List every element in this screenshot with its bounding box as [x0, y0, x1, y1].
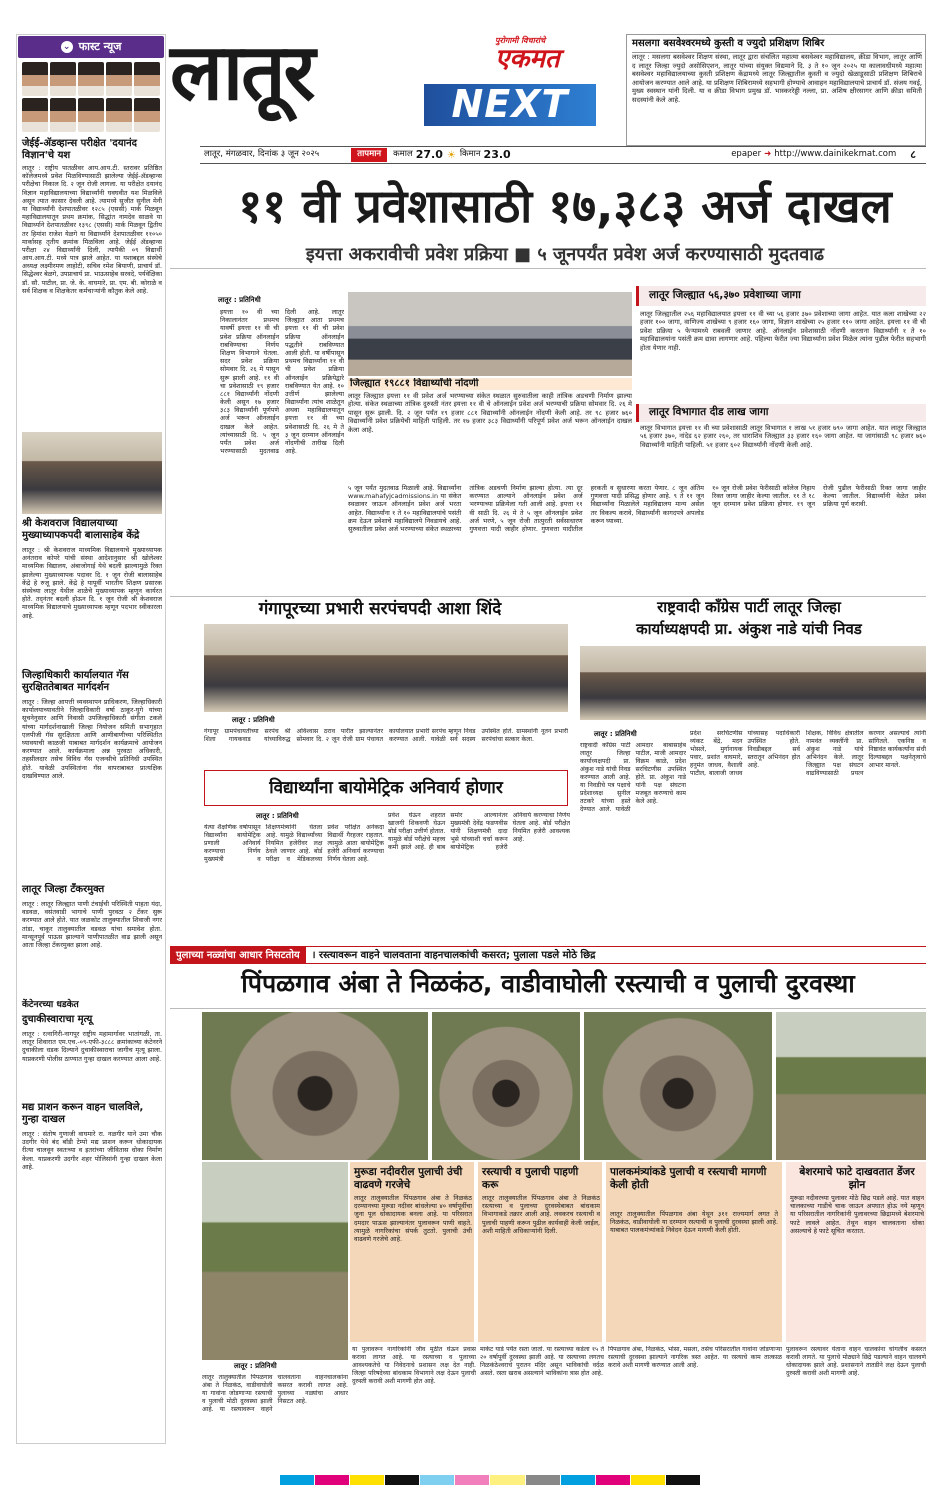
sidebar-story-5-body: लातूर : रत्नागिरी-नागपूर राष्ट्रीय महामार्गावर भातांगळी, ता. लातूर शिवारात एम.एच.-०९-एफी-३८८८ क्रमांकाच्या कंटेनरने दुचाकीला धडक दिल्याने दुचाकीस्वाराचा जागीच मृत्यू झाला. याप्रकरणी पोलीस ठाण्यात गुन्हा दाखल करण्यात आला आहे.: [22, 1030, 162, 1063]
gangapur-byline: लातूर : प्रतिनिधी: [232, 716, 275, 724]
road-body-3: मार्केट यार्ड पर्यंत रस्ता जातो. या रस्त्याच्या कडेला १५ ते २० वर्षापूर्वी दुरवस्था झाली आहे. या रस्त्याच्या लगतच निळकंठेश्वराचे पुरातन मंदिर असून भाविकांची वर्दळ असते. रस्ता खराब असल्याने भाविकांना त्रास होत आहे.: [480, 1346, 604, 1377]
biometric-headline: विद्यार्थ्यांना बायोमेट्रिक अनिवार्य होणार: [204, 770, 568, 806]
sidebar-story-4-body: लातूर : लातूर जिल्ह्यात पाणी टंचाईची परिस्थिती पाहता यंदा, वडवळ, वसंतवाडी भागाचे पाणी पुरवठा २ टँकर सुरू करण्यात आले होते. यात जळकोट तालुक्यातील शिवाजी नगर तांडा, चाकूर तालुक्यातील वडवळ यांचा समावेश होता. मान्सूनपूर्व पाऊस झाल्याने पाणीपातळीत वाढ झाली असून आता जिल्हा टँकरमुक्त झाला आहे.: [22, 900, 162, 949]
student-photo: [134, 62, 160, 96]
dateline-bar: [200, 146, 926, 164]
gangapur-headline: गंगापूरच्या प्रभारी सरपंचपदी आशा शिंदे: [258, 599, 502, 619]
road-box-4-title: बेशरमाचे फाटे दाखवतात डेंजर झोन: [799, 1166, 915, 1192]
ncp-body-3: शिक्षक, विविध क्षेत्रातील नामवंत व्यक्तींनी प्रा. अंकुश नाडे यांचे अभिनंदन केले. लातूर जिल्ह्यात पक्ष संघटन वाढविण्यासाठी प्रयत्न करणार असल्याचे त्यांनी सांगितले. एकनिष्ठ व निष्ठावंत कार्यकर्त्यांना संधी दिल्याबद्दल पक्षनेतृत्वाचे आभार मानले.: [806, 730, 926, 777]
masthead-brand-logo: एकमत: [495, 44, 560, 74]
divider: [170, 596, 926, 597]
min-temp-label: किमान: [459, 149, 481, 160]
gangapur-photo: [204, 624, 568, 712]
ncp-headline-1: राष्ट्रवादी काँग्रेस पार्टी लातूर जिल्हा: [657, 598, 841, 616]
road-body-4: पिंपळगाव अंबा, निळकंठ, भोसा, मसला, तसेच परिसरातील गावांना जोडणाऱ्या रस्त्याची दुरवस्था झाल्याने नागरिक त्रस्त आहेत. या रस्त्याचे काम तात्काळ करावे अशी मागणी करण्यात आली आहे.: [608, 1346, 782, 1369]
road-photo-2: [432, 1012, 580, 1160]
lead-headline: ११ वी प्रवेशासाठी १७,३८३ अर्ज दाखल: [238, 179, 892, 233]
student-photo: [50, 98, 76, 132]
fast-news-label: फास्ट न्यूज: [78, 39, 122, 53]
road-photo-1: [202, 1012, 428, 1160]
road-kicker-tag: पुलाच्या नळ्यांचा आधार निसटतोय: [170, 947, 306, 964]
road-box-1-body: लातूर तालुक्यातील पिंपळगाव अंबा ते निळकंठ दरम्यानच्या मुरूडा नदीवर बांधलेल्या ४० वर्षापूर्वीचा जुना पूल धोकादायक बनला आहे. या परिसरात दमदार पाऊस झाल्यानंतर पुलावरून पाणी वाहते. त्यामुळे नागरिकांचा संपर्क तुटतो. पुलाची उंची वाढवणे गरजेचे आहे.: [354, 1194, 472, 1243]
ncp-byline: लातूर : प्रतिनिधी: [594, 730, 637, 738]
student-photo: [50, 62, 76, 96]
road-box-2-title: रस्त्याची व पुलाची पाहणी करू: [482, 1166, 579, 1192]
chevron-down-icon: ⌄: [61, 41, 73, 53]
road-headline: पिंपळगाव अंबा ते निळकंठ, वाडीवाघोली रस्त्याची व पुलाची दुरवस्था: [241, 969, 855, 998]
student-photo: [106, 62, 132, 96]
student-photo: [22, 98, 48, 132]
road-kicker-bar: [170, 946, 926, 964]
sidebar-story-3-body: लातूर : जिल्हा आपत्ती व्यवस्थापन प्राधिकरण, जिल्हाधिकारी कार्यालयाच्यावतीने जिल्हाधिकारी वर्षा ठाकूर-घुगे यांच्या सूचनेनुसार आणि निवासी उपजिल्हाधिकारी संगीता टकले यांच्या मार्गदर्शनाखाली जिल्हा नियोजन समिती सभागृहात एलपीजी गॅस सुरक्षितता आणि आणीबाणीच्या परिस्थितीत घ्यावयाची काळजी याबाबत मार्गदर्शन कार्यक्रमाचे आयोजन करण्यात आले. कार्यक्रमाला अन्न पुरवठा अधिकारी, तहसीलदार तसेच विविध गॅस एजन्सीचे प्रतिनिधी उपस्थित होते. यावेळी उपस्थितांना गॅस वापराबाबत प्रात्यक्षिक दाखविण्यात आले.: [22, 698, 162, 780]
max-temp-value: 27.0: [415, 147, 443, 161]
top-box-title: मसलगा बसवेश्वरमध्ये कुस्ती व ज्युदो प्रशिक्षण शिबिर: [632, 37, 922, 53]
ncp-photo: [580, 646, 926, 720]
division-seats-body: लातूर विभागात इयत्ता ११ वी च्या प्रवेशासाठी लातूर विभागात १ लाख ५१ हजार ७९० जागा आहेत. यात लातूर जिल्ह्यात ५६ हजार ३७०, नांदेड ६२ हजार २६०, तर धाराशिव जिल्ह्यात ३३ हजार १६० जागा आहेत. या जागांसाठी ९८ हजार ७६० विद्यार्थ्यांनी माहिती पाहिली. ५१ हजार ६०२ विद्यार्थ्यांनी नोंदणी केली आहे.: [640, 424, 926, 449]
top-box-body: लातूर : मसलगा बसवेश्वर शिक्षण संस्था, लातूर द्वारा संचलित महात्मा बसवेश्वर महाविद्यालय, क्रीडा विभाग, लातूर आणि द लातूर जिल्हा ज्युदो असोसिएशन, लातूर यांच्या संयुक्त विद्यमाने दि. ३ ते १० जून २०२५ या कालावधीमध्ये महात्मा बसवेश्वर महाविद्यालयाच्या कुस्ती प्रशिक्षण केंद्रामध्ये लातूर जिल्ह्यातील कुस्ती व ज्युदो खेळाडूसाठी प्रशिक्षण शिबिराचे आयोजन करण्यात आले आहे. या प्रशिक्षण शिबिरामध्ये सहभागी होण्याचे आवाहन महाविद्यालयाचे प्राचार्य डॉ. संजय गवई, मुख्य स्वस्थान यांनी दिली. या व क्रीडा विभाग प्रमुख डॉ. भास्कररेड्डी नल्ला, प्रा. अशिष क्षीरसागर आणि क्रीडा समिती सदस्यांनी केले आहे.: [632, 53, 922, 104]
ncp-headline-2: कार्याध्यक्षपदी प्रा. अंकुश नाडे यांची निवड: [636, 620, 862, 638]
sidebar-story-4-title: लातूर जिल्हा टँकरमुक्त: [22, 884, 105, 895]
fast-news-header: [18, 36, 164, 58]
epaper-label: epaper: [731, 149, 762, 160]
sidebar-story-5-kicker: केंटेनरच्या धडकेत: [22, 1000, 79, 1010]
masthead-title: लातूर: [170, 28, 314, 118]
arrow-icon: ➜: [764, 149, 772, 160]
sidebar-story-1-body: लातूर : राष्ट्रीय पातळीवर आय.आय.टी. स्तरावर प्रतिष्ठित कॉलेजमध्ये प्रवेश मिळविण्यासाठी झालेल्या जेईई-ॲडव्हान्स परीक्षेचा निकाल दि. २ जून रोजी लागला. या परीक्षेत दयानंद विज्ञान महाविद्यालयाच्या विद्यार्थ्यांनी घवघवीत यश मिळविले असून त्यात कासार देवली आहे. त्यामध्ये सुजीत सुनील मेनी या विद्यार्थ्यांनी देशपातळीवर १२८५ (एससी) मार्क मिळवून महाविद्यालयातून प्रथम क्रमांक, सिद्धांत नामदेव साळवे या विद्यार्थ्याने देशपातळीवर १३९८ (एससी) मार्क मिळवून द्वितीय तर हिमांश राजेश येळगे या विद्यार्थ्यांने देशपातळीवर ११०५० मार्कासह तृतीय क्रमांक मिळविला आहे. जेईई ॲडव्हान्स परीक्षा २४ विद्यार्थ्यांनी दिली, त्यापैकी ०९ विद्यार्थी आय.आय.टी. मध्ये पात्र झाले आहेत. या यशाबद्दल संस्थेचे अध्यक्ष लक्ष्मीरमण लाहोटी, सचिव रमेश बियाणी, प्राचार्य डॉ. सिद्धेश्वर बेळगे, उपप्राचार्य प्रा. भाऊसाहेब सरवदे, पर्यवेक्षिका डॉ. सौ. पाटील, प्रा. जे. के. वाघमारे, प्रा. एम. बी. कोराळे व सर्व शिक्षक व शिक्षकेतर कर्मचाऱ्यांनी कौतुक केले आहे.: [22, 164, 162, 295]
sidebar-story-6-body: लातूर : संतोष गुणाजी वाघमारे रा. नळगीर याने उमा चौक उदगीर येथे बंद बॉडी टेम्पो मद्य प्राशन करून धोकादायक रीत्या चालवून स्वतःच्या व इतरांच्या जीवितास धोका निर्माण केला. याप्रकरणी उदगीर शहर पोलिसांनी गुन्हा दाखल केला आहे.: [22, 1130, 162, 1171]
road-kicker-text: । रस्त्यावरून वाहने चालवताना वाहनचालकांची कसरत; पुलाला पडले मोठे छिद्र: [311, 949, 596, 961]
masthead-next-logo: NEXT: [424, 84, 596, 126]
division-seats-title: लातूर विभागात दीड लाख जागा: [636, 404, 926, 422]
lead-caption-text: लातूर जिल्ह्यात इयत्ता ११ वी प्रवेश अर्ज भरण्याच्या संकेत स्थळात सुरुवातीला काही तांत्रिक अडचणी निर्माण झाल्या होत्या. संकेत स्थळाच्या तांत्रिक दुरुस्ती नंतर इयत्ता ११ वी चे ऑनलाईन प्रवेश अर्ज भरण्याची प्रक्रिया सोमवार दि. २६ मे पासून सुरू झाली. दि. २ जून पर्यंत १९ हजार ८८१ विद्यार्थ्यांनी ऑनलाईन नोंदणी केली आहे. तर ९८ हजार ७६० विद्यार्थ्यांनी प्रवेश प्रक्रियेची माहिती पाहिली. तर १७ हजार ३८३ विद्यार्थ्यांनी परिपूर्ण प्रवेश अर्ज भरून ऑनलाईन दाखल केला आहे.: [348, 392, 632, 434]
biometric-byline: लातूर : प्रतिनिधी: [256, 812, 299, 820]
sidebar-story-2-photo: [22, 432, 162, 514]
student-photos: [22, 62, 162, 132]
lead-body-col3: १० जून रोजी प्रवेश फेरीसाठी कॉलेज निहाय रिक्त जागा जाहीर केल्या जातील. ११ ते १८ जून दरम्यान प्रवेश प्रक्रिया होणार. १९ जून रोजी पुढील फेरीसाठी रिक्त जागा जाहीर केल्या जातील. विद्यार्थ्यांनी वेळेत प्रवेश प्रक्रिया पूर्ण करावी.: [712, 484, 926, 509]
lead-subhead: इयत्ता अकरावीची प्रवेश प्रक्रिया ■ ५ जूनपर्यंत प्रवेश अर्ज करण्यासाठी मुदतवाढ: [305, 244, 825, 265]
student-photo: [22, 62, 48, 96]
website-link[interactable]: http://www.dainikekmat.com: [774, 149, 897, 160]
gangapur-body: गंगापूर ग्रामपंचायतीच्या सरपंच श्री शिला गायकवाड यांच्याविरुद्ध अविश्वास ठराव पारीत झाल्यानंतर सोमवार दि. २ जून रोजी ग्राम पंचायत कार्यालयात प्रभारी सरपंच म्हणून निवड करण्यात आली. यावेळी सर्व सदस्य उपस्थित होते. ग्रामस्थांनी नूतन प्रभारी सरपंचांचा सत्कार केला.: [204, 728, 568, 743]
student-photo: [78, 98, 104, 132]
max-temp-label: कमाल: [393, 149, 413, 160]
lead-body-col1: इयत्ता १० वी च्या निकालानंतर प्रथमच यावर्षी इयत्ता ११ वी ची प्रवेश प्रक्रिया ऑनलाईन राबविण्याचा निर्णय शिक्षण विभागाने घेतला. सदर प्रवेश प्रक्रिया सोमवार दि. २६ मे पासून सुरू झाली आहे. ११ वी चा प्रवेशासाठी १९ हजार ८८१ विद्यार्थ्यांनी नोंदणी केली असून १७ हजार ३८३ विद्यार्थ्यांनी पूर्णपणे अर्ज भरून ऑनलाईन दाखल केले आहेत. त्यांच्यासाठी दि. ५ जून पर्यंत प्रवेश अर्ज भरण्यासाठी मुदतवाढ दिली आहे. लातूर जिल्ह्यात आता प्रथमच इयत्ता ११ वी ची प्रवेश प्रक्रिया ऑनलाईन पद्धतीने राबविण्यात आली होती. या वर्षीपासून प्रथमच विद्यार्थ्यांना ११ वी ची प्रवेश प्रक्रिया ऑनलाईन प्रक्रियेद्वारे राबविण्यात येत आहे. १० उत्तीर्ण झालेल्या विद्यार्थ्यांना त्यांच शाळेतून अथवा महाविद्यालयातून इयत्ता ११ वी च्या प्रवेशासाठी दि. २६ मे ते ३ जून दरम्यान ऑनलाईन नोंदणीची तारीख दिली आहे.: [220, 308, 344, 456]
road-photo-5: [202, 1162, 348, 1360]
road-body-2: या पुलावरून नागरिकांनी जीव मुठीत घेऊन प्रवास करावा लागत आहे. या रस्त्याच्या व पुलाच्या आवश्यकतेचे या निवेदनाचे प्रशासन लक्ष देत नाही. जिल्हा परिषदेच्या बांधकाम विभागाने लक्ष देऊन पुलाची दुरुस्ती करावी अशी मागणी होत आहे.: [352, 1346, 476, 1385]
sidebar-story-1-title: जेईई-ॲडव्हान्स परीक्षेत 'दयानंद विज्ञान'चे यश: [22, 138, 137, 161]
road-box-1-title: मुरूडा नदीवरील पुलाची उंची वाढवणे गरजेचे: [354, 1166, 463, 1192]
student-photo: [78, 62, 104, 96]
issue-date: लातूर, मंगळवार, दिनांक ३ जून २०२५: [204, 149, 320, 160]
sun-icon: ☀: [446, 149, 456, 161]
road-body-1: लातूर तालुक्यातील पिंपळगाव अंबा ते निळकंठ, वाडीवाघोली या गावांना जोडणाऱ्या रस्त्याची व पुलाची मोठी दुरवस्था झाली आहे. या रस्त्यावरून वाहने चालवताना वाहनचालकांना कसरत करावी लागत आहे. पुलाच्या नळ्यांचा आधार निसटत आहे.: [202, 1374, 348, 1413]
road-box-3-body: लातूर तालुक्यातील पिंपळगाव अंबा येथून ३११ राज्यमार्ग लगत ते निळकंठ, वाडीवाघोली या दरम्यान रस्त्याची व पुलाची दुरवस्था झाली आहे. याबाबत पालकमंत्र्यांकडे निवेदन देऊन मागणी केली होती.: [610, 1210, 778, 1235]
sidebar-story-2-title: श्री केशवराज विद्यालयाच्या मुख्याध्यापकपदी बालासाहेब केंद्रे: [22, 518, 140, 541]
color-registration-strip: [280, 1475, 700, 1485]
lead-photo-caption: जिल्ह्यात १९८८१ विद्यार्थ्यांची नोंदणी: [348, 378, 632, 390]
ncp-body-2: प्रदेश सरचिटणीस व्यंकट बेंद्रे, मदन भोसले, मुर्गानायक पवार, प्रशांत वाघमारे, हनुमंत जाधव, वैशाली पाटील, बालाजी जाधव यांच्यासह पदाधिकारी उपस्थित होते. निवडीबद्दल सर्व स्तरातून अभिनंदन होत आहे.: [690, 730, 800, 777]
sidebar-story-6-title: मद्य प्राशन करून वाहन चालविले, गुन्हा दाखल: [22, 1102, 144, 1125]
sidebar-story-5-title: दुचाकीस्वाराचा मृत्यू: [22, 1014, 93, 1025]
sidebar-story-3-title: जिल्हाधिकारी कार्यालयात गॅस सुरक्षिततेबाबत मार्गदर्शन: [22, 670, 129, 693]
student-photo: [106, 98, 132, 132]
lead-photo: [348, 292, 632, 376]
student-photo: [134, 98, 160, 132]
road-photo-3: [584, 1012, 772, 1160]
road-box-4-body: मुरूडा नदीवरच्या पुलावर मोठे छिद्र पडले आहे. यात वाहन चालकाच्या गाडीचे चाक जाऊन अपघात होऊ नये म्हणून या परिसरातील नागरिकांनी पुलावरच्या छिद्रामध्ये बेशरमाचे फाटे लावले आहेत. तेथून वाहन चालवताना धोका असल्याचे हे फाटे सूचित करतात.: [790, 1194, 924, 1235]
page-number: ८: [910, 147, 916, 161]
road-byline: लातूर : प्रतिनिधी: [234, 1362, 277, 1370]
road-photo-4: [776, 1012, 926, 1160]
road-box-2-body: लातूर तालुक्यातील पिंपळगाव अंबा ते निळकंठ रस्त्याच्या व पुलाच्या दुरवस्थेबाबत बांधकाम विभागाकडे तक्रार आली आहे. लवकरच रस्त्याची व पुलाची पाहणी करून पुढील कार्यवाही केली जाईल, अशी माहिती अधिकाऱ्यांनी दिली.: [482, 1194, 600, 1235]
lead-byline: लातूर : प्रतिनिधी: [218, 296, 261, 304]
seats-body: लातूर जिल्ह्यातील २५६ महाविद्यालयात इयत्ता ११ वी च्या ५६ हजार ३७० प्रवेशाच्या जागा आहेत. यात कला शाखेच्या २२ हजार १०० जागा, वाणिज्य शाखेच्या ९ हजार १६० जागा, विज्ञान शाखेच्या २५ हजार ११० जागा आहेत. इयत्ता ११ वी ची प्रवेश प्रक्रिया ५ फेऱ्यामध्ये राबवली जाणार आहे. ऑनलाईन प्रवेशासाठी नोंदणी करताना विद्यार्थ्यांनी १ ते १० महाविद्यालयांना पसंती क्रम द्यावा लागणार आहे. पहिल्या फेरीत ज्या विद्यार्थ्यांना प्रवेश मिळेल त्यांना पुढील फेरीत सहभागी होता येणार नाही.: [640, 310, 926, 352]
min-temp-value: 23.0: [483, 147, 511, 161]
temperature-label: तापमान: [351, 148, 387, 161]
divider: [170, 268, 926, 269]
biometric-body: येत्या शैक्षणिक वर्षापासून विद्यार्थ्यांना बायोमेट्रिक प्रणाली अनिवार्य करण्याचा निर्णय मुख्यमंत्री व शिक्षणमंत्र्यांनी घेतला आहे. यामुळे विद्यार्थ्यांच्या नियमित हजेरीवर लक्ष ठेवले जाणार आहे. बोर्ड परीक्षा व मेडिकलच्या प्रवेश परीक्षेत अनेकदा विद्यार्थी गैरहजर राहतात. त्यामुळे आता बायोमेट्रिक हजेरी अनिवार्य करण्याचा निर्णय घेतला आहे.: [204, 824, 384, 863]
masthead-tagline: पुरोगामी विचारांचे: [495, 36, 546, 45]
lead-body-col2: ५ जून पर्यंत मुदतवाढ मिळाली आहे. विद्यार्थ्यांना www.mahafyjcadmissions.in या संकेत स्थळावर जाऊन ऑनलाईन प्रवेश अर्ज भरता आहेत. विद्यार्थ्यांना १ ते १० महाविद्यालयांचे पसंती क्रम देऊन प्रवेशाचे महाविद्यालये निवडायचे आहे. सुरुवातीला प्रवेश अर्ज भरण्याच्या संकेत स्थळाच्या तांत्रिक अडचणी निर्माण झाल्या होत्या. त्या दूर करण्यात आल्याने ऑनलाईन प्रवेश अर्ज भरण्याच्या प्रक्रियेला गती आली आहे. इयत्ता ११ वी साठी दि. २६ मे ते ५ जून ऑनलाईन प्रवेश अर्ज भरणे, ५ जून रोजी तात्पुरती सर्वसाधारण गुणवत्ता यादी जाहीर होणार. गुणवत्ता यादीतील हरकती व सुधारणा करता येणार. ८ जून अंतिम गुणवत्ता यादी प्रसिद्ध होणार आहे. ९ ते ११ जून विद्यार्थ्यांना मिळालेले महाविद्यालय मान्य असेल तर विकल्प करावे, विद्यार्थ्यांनी कागदपत्रे अपलोड करून घ्याव्या.: [348, 484, 704, 533]
divider: [170, 1008, 926, 1009]
road-body-5: पुलावरून रस्त्यावर येताना वाहन चालकांना चांगलीच कसरत करावी लागते. या पुलाचे मोठ्याने छिद्रे पडल्याने वाहन चालवणे धोकादायक झाले आहे. प्रशासनाने तातडीने लक्ष देऊन पुलाची दुरुस्ती करावी अशी मागणी आहे.: [786, 1346, 926, 1377]
ncp-body: राष्ट्रवादी काँग्रेस पार्टी लातूर जिल्हा कार्याध्यक्षपदी प्रा. अंकुश नाडे यांची निवड करण्यात आली आहे. या निवडीचे पत्र पक्षाचे प्रदेशाध्यक्ष सुनील तटकरे यांच्या हस्ते देण्यात आले. यावेळी आमदार बाबासाहेब पाटील, माजी आमदार विक्रम काळे, प्रदेश सरचिटणीस उपस्थित होते. प्रा. अंकुश नाडे यांनी पक्ष संघटना मजबूत करण्याचे काम केले आहे.: [580, 742, 686, 813]
seats-title: लातूर जिल्ह्यात ५६,३७० प्रवेशाच्या जागा: [636, 286, 926, 306]
biometric-body-2: प्रवेश घेऊन शहरात खाजगी शिकवणी घेऊन बोर्ड परीक्षा उत्तीर्ण होतात. यामुळे बोर्ड परीक्षेचे महत्त्व कमी झाले आहे. ही बाब समोर आल्यानंतर मुख्यमंत्री देवेंद्र फडणवीस यांनी शिक्षणमंत्री दादा भुसे यांच्याशी चर्चा करून बायोमेट्रिक हजेरी अनिवार्य करण्याचा निर्णय घेतला आहे. बोर्ड परीक्षेत नियमित हजेरी आवश्यक आहे.: [388, 812, 570, 851]
road-box-3-title: पालकमंत्र्यांकडे पुलाची व रस्त्याची मागणी केली होती: [610, 1166, 767, 1192]
sidebar-story-2-body: लातूर : श्री केशवराज माध्यमिक विद्यालयाचे मुख्याध्यापक अनंतराव कोपरे यांची संस्था आदेशानुसार श्री खोलेश्वर माध्यमिक विद्यालय, अंबाजोगाई येथे बदली झाल्यामुळे रिक्त झालेल्या मुख्याध्यापक पदावर दि. १ जून रोजी बालासाहेब केंद्रे हे रुजू झाले. केंद्रे हे यापूर्वी भारतीय शिक्षण प्रसारक संस्थेच्या लातूर येथील शाळेचे मुख्याध्यापक म्हणून कार्यरत होते. तद्नंतर बदली होऊन दि. १ जून रोजी श्री केशवराज माध्यमिक विद्यालयाचे मुख्याध्यापक म्हणून पदभार स्वीकारला आहे.: [22, 546, 162, 620]
